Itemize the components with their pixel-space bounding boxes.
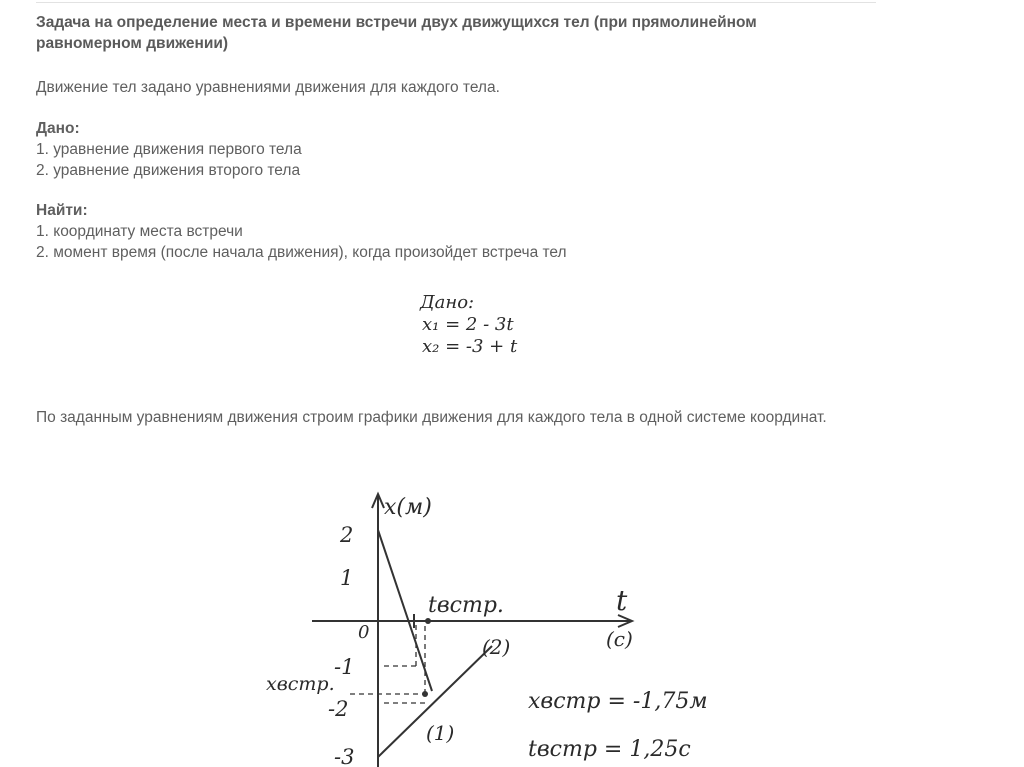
handwritten-equation-1: x₁ = 2 - 3t — [422, 314, 514, 335]
motion-graph — [260, 478, 708, 767]
meeting-time-point — [425, 618, 431, 624]
origin-label: 0 — [358, 622, 370, 643]
y-tick-label: -3 — [334, 745, 355, 767]
meeting-time-label: tвстр. — [428, 593, 504, 618]
y-tick-label: 2 — [340, 523, 354, 547]
plot-description-text: По заданным уравнениям движения строим графики движения для каждого тела в одной системе координат. — [36, 409, 827, 426]
given-item: 2. уравнение движения второго тела — [36, 162, 301, 179]
find-title: Найти: — [36, 202, 88, 219]
y-tick-label: -1 — [334, 655, 355, 679]
result-meeting-coordinate: xвстр = -1,75м — [528, 689, 708, 714]
x-axis-label: t — [616, 584, 628, 617]
result-meeting-time: tвстр = 1,25с — [528, 737, 691, 762]
given-item: 1. уравнение движения первого тела — [36, 141, 302, 158]
handwritten-given-title: Дано: — [420, 292, 475, 313]
y-tick-label: -2 — [328, 697, 349, 721]
problem-heading: Задача на определение места и времени встречи двух движущихся тел (при прямолинейном равномерном движении) — [36, 14, 757, 52]
x-axis-unit: (с) — [606, 627, 633, 651]
handwritten-equation-2: x₂ = -3 + t — [422, 336, 518, 357]
y-axis-label: x(м) — [384, 495, 432, 520]
meeting-coordinate-label: xвстр. — [266, 673, 335, 695]
intro-text: Движение тел задано уравнениями движения для каждого тела. — [36, 79, 500, 96]
find-item: 2. момент время (после начала движения), когда произойдет встреча тел — [36, 244, 567, 261]
meeting-point — [422, 691, 428, 697]
handwritten-given-image — [412, 286, 552, 366]
given-section — [36, 118, 302, 181]
line-2-label: (2) — [482, 635, 511, 659]
top-divider — [36, 2, 876, 3]
line-1-label: (1) — [426, 721, 455, 745]
given-title: Дано: — [36, 120, 80, 137]
find-section — [36, 200, 567, 263]
find-item: 1. координату места встречи — [36, 223, 243, 240]
motion-line-1 — [378, 530, 432, 691]
y-tick-label: 1 — [340, 566, 354, 590]
